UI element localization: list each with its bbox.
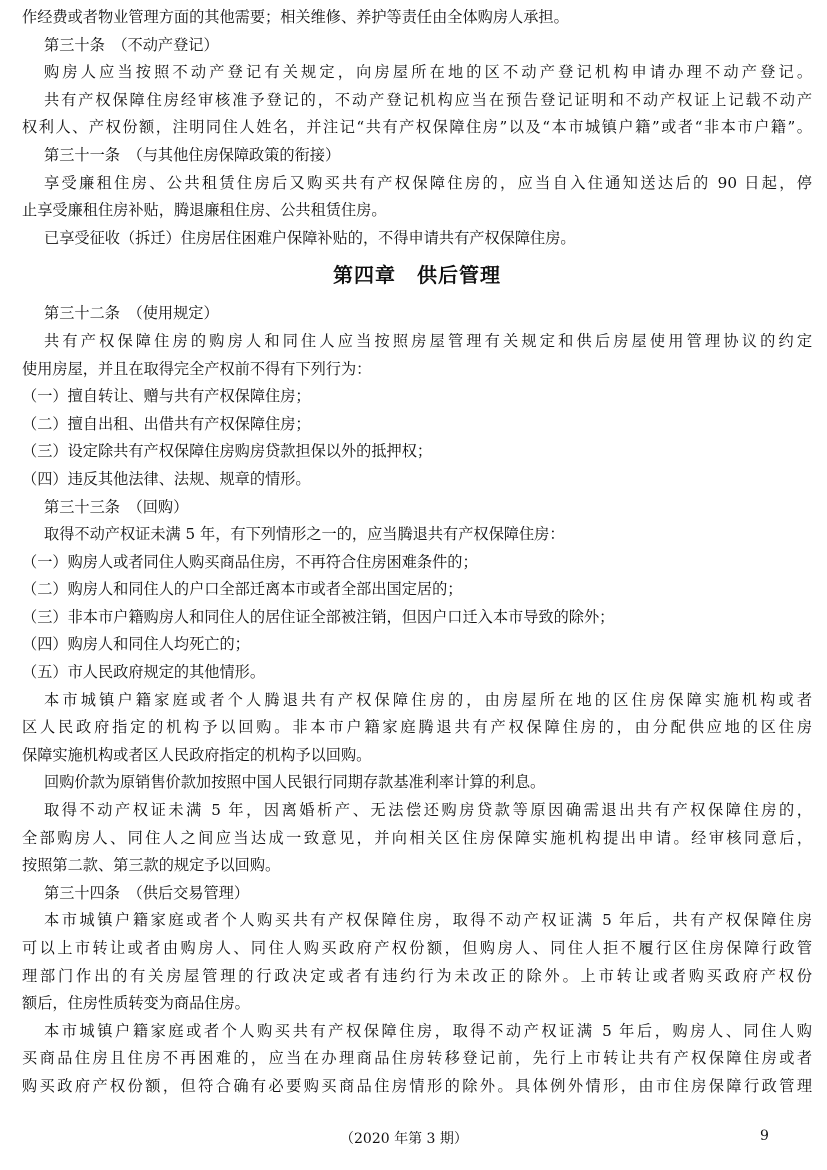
text-line: 回购价款为原销售价款加按照中国人民银行同期存款基准利率计算的利息。: [44, 773, 546, 792]
article-heading: 第三十二条 （使用规定）: [44, 304, 219, 323]
text-line: （二）擅自出租、出借共有产权保障住房；: [22, 414, 311, 433]
text-line: 理部门作出的有关房屋管理的行政决定或者有违约行为未改正的除外。上市转让或者购买政府产权份: [22, 966, 812, 985]
text-line: （二）购房人和同住人的户口全部迁离本市或者全部出国定居的；: [22, 580, 463, 599]
text-line: （五）市人民政府规定的其他情形。: [22, 663, 265, 682]
article-heading: 第三十四条 （供后交易管理）: [44, 883, 250, 902]
article-heading: 第三十一条 （与其他住房保障政策的衔接）: [44, 145, 341, 164]
text-line: 购买政府产权份额，但符合确有必要购买商品住房情形的除外。具体例外情形，由市住房保障行政管理: [22, 1076, 812, 1095]
text-line: 使用房屋，并且在取得完全产权前不得有下列行为：: [22, 359, 372, 378]
text-line: 按照第二款、第三款的规定予以回购。: [22, 856, 281, 875]
document-page: [22, 4, 812, 1101]
text-line: （四）违反其他法律、法规、规章的情形。: [22, 469, 311, 488]
text-line: 取得不动产权证未满 5 年，因离婚析产、无法偿还购房贷款等原因确需退出共有产权保障住房的，: [44, 801, 812, 820]
article-heading: 第三十三条 （回购）: [44, 497, 189, 516]
text-line: 本市城镇户籍家庭或者个人购买共有产权保障住房，取得不动产权证满 5 年后，共有产权保障住房: [44, 911, 812, 930]
text-line: （三）非本市户籍购房人和同住人的居住证全部被注销，但因户口迁入本市导致的除外；: [22, 607, 615, 626]
text-line: （四）购房人和同住人均死亡的；: [22, 635, 250, 654]
text-line: 全部购房人、同住人之间应当达成一致意见，并向相关区住房保障实施机构提出申请。经审核同意后，: [22, 828, 812, 847]
chapter-heading: 第四章 供后管理: [333, 263, 501, 288]
text-line: 买商品住房且住房不再困难的，应当在办理商品住房转移登记前，先行上市转让共有产权保障住房或者: [22, 1049, 812, 1068]
text-line: （三）设定除共有产权保障住房购房贷款担保以外的抵押权；: [22, 442, 433, 461]
text-line: 共有产权保障住房经审核准予登记的，不动产登记机构应当在预告登记证明和不动产权证上记载不动产: [44, 90, 812, 109]
text-line: 止享受廉租住房补贴，腾退廉租住房、公共租赁住房。: [22, 201, 387, 220]
text-line: 购房人应当按照不动产登记有关规定，向房屋所在地的区不动产登记机构申请办理不动产登记。: [44, 63, 812, 82]
text-line: 本市城镇户籍家庭或者个人腾退共有产权保障住房的，由房屋所在地的区住房保障实施机构或者: [44, 690, 812, 709]
text-line: 享受廉租住房、公共租赁住房后又购买共有产权保障住房的，应当自入住通知送达后的 90 日起，停: [44, 173, 812, 192]
text-line: 权利人、产权份额，注明同住人姓名，并注记“共有产权保障住房”以及“本市城镇户籍”或者“非本市户籍”。: [22, 118, 812, 137]
text-line: 本市城镇户籍家庭或者个人购买共有产权保障住房，取得不动产权证满 5 年后，购房人、同住人购: [44, 1021, 812, 1040]
page-number: 9: [760, 1128, 769, 1144]
text-line: 保障实施机构或者区人民政府指定的机构予以回购。: [22, 745, 372, 764]
text-line: 额后，住房性质转变为商品住房。: [22, 994, 250, 1013]
chapter-body: [22, 300, 812, 1100]
text-line: 可以上市转让或者由购房人、同住人购买政府产权份额，但购房人、同住人拒不履行区住房保障行政管: [22, 939, 812, 957]
text-line: 取得不动产权证未满 5 年，有下列情形之一的，应当腾退共有产权保障住房：: [44, 525, 565, 544]
text-line: 已享受征收（拆迁）住房居住困难户保障补贴的，不得申请共有产权保障住房。: [44, 228, 576, 247]
text-line: 作经费或者物业管理方面的其他需要；相关维修、养护等责任由全体购房人承担。: [22, 8, 569, 26]
text-line: 区人民政府指定的机构予以回购。非本市户籍家庭腾退共有产权保障住房的，由分配供应地的区住房: [22, 718, 812, 737]
page-footer: [0, 1128, 827, 1150]
text-line: 共有产权保障住房的购房人和同住人应当按照房屋管理有关规定和供后房屋使用管理协议的约定: [44, 331, 812, 350]
text-line: （一）擅自转让、赠与共有产权保障住房；: [22, 387, 311, 406]
article-heading: 第三十条 （不动产登记）: [44, 35, 219, 54]
text-line: （一）购房人或者同住人购买商品住房，不再符合住房困难条件的；: [22, 552, 478, 571]
section-before-chapter: [22, 4, 812, 252]
issue-label: （2020 年第 3 期）: [340, 1131, 468, 1147]
